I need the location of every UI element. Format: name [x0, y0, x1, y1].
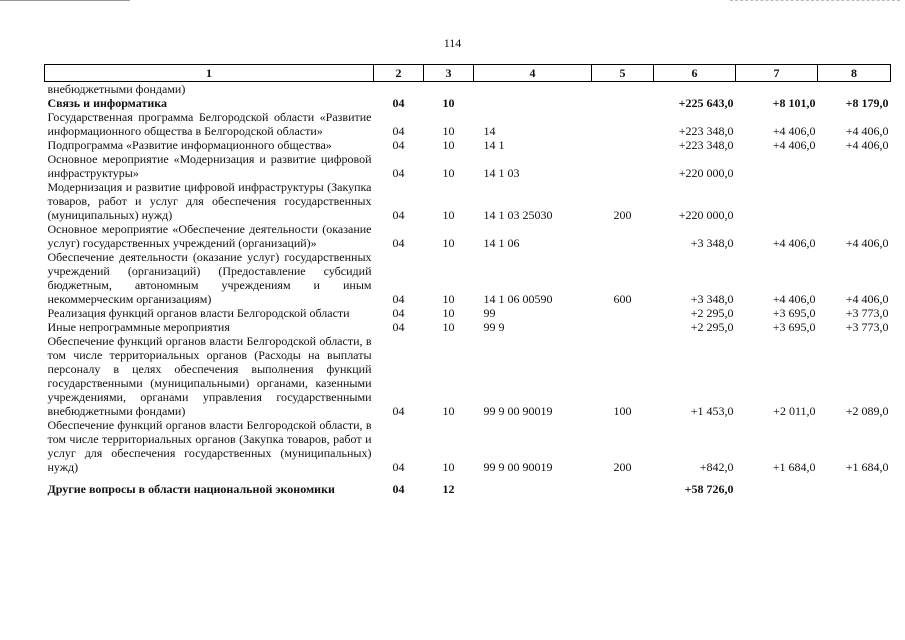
row-section-code: 04: [392, 208, 405, 222]
header-col-1: 1: [45, 65, 374, 82]
row-expense-type: 200: [613, 460, 632, 474]
row-amount-col6: [654, 82, 736, 97]
row-name: Обеспечение деятельности (оказание услуг) государственных учреждений (организаций) (Предоставление субсидий бюджетным, автономным учреждениям и иным некоммерческим организациям): [47, 250, 372, 306]
row-section-code: 04: [392, 482, 405, 496]
row-target-article: [474, 482, 592, 496]
table-row: [45, 96, 891, 110]
row-target-article: [474, 96, 592, 110]
row-section-code: 04: [392, 166, 405, 180]
budget-table: [44, 64, 891, 496]
header-col-2: 2: [374, 65, 424, 82]
row-amount-col6: +1 453,0: [690, 404, 734, 418]
row-name: Модернизация и развитие цифровой инфраструктуры (Закупка товаров, работ и услуг для обеспечения государственных (муниципальных) нужд): [47, 180, 372, 222]
row-amount-col6: +2 295,0: [690, 306, 734, 320]
table-row: [45, 418, 891, 474]
row-expense-type: [592, 152, 654, 180]
row-subsection-code: 10: [442, 208, 455, 222]
row-name: Другие вопросы в области национальной экономики: [47, 482, 335, 496]
row-subsection-code: [424, 82, 474, 97]
row-amount-col7: +4 406,0: [772, 124, 816, 138]
row-target-article: 99 9 00 90019: [483, 460, 553, 474]
header-col-7: 7: [736, 65, 818, 82]
row-section-code: 04: [392, 460, 405, 474]
table-row: [45, 180, 891, 222]
table-row: [45, 110, 891, 138]
row-target-article: 14 1 06: [483, 236, 520, 250]
row-amount-col6: +3 348,0: [690, 236, 734, 250]
row-expense-type: [592, 320, 654, 334]
row-amount-col8: +4 406,0: [845, 292, 889, 306]
row-expense-type: [592, 306, 654, 320]
row-target-article: 14 1 03 25030: [483, 208, 553, 222]
row-amount-col6: +225 643,0: [678, 96, 734, 110]
row-subsection-code: 10: [442, 236, 455, 250]
row-amount-col6: +58 726,0: [684, 482, 734, 496]
top-rule-left: [0, 0, 130, 1]
row-amount-col8: +4 406,0: [845, 138, 889, 152]
row-expense-type: 600: [613, 292, 632, 306]
table-row: [45, 82, 891, 97]
row-amount-col8: +3 773,0: [845, 306, 889, 320]
row-section-code: 04: [392, 306, 405, 320]
page-number: 114: [443, 36, 462, 50]
row-amount-col6: +223 348,0: [678, 138, 734, 152]
row-amount-col7: +8 101,0: [772, 96, 816, 110]
row-section-code: 04: [392, 138, 405, 152]
row-name: Основное мероприятие «Модернизация и развитие цифровой инфраструктуры»: [47, 152, 372, 180]
header-col-8: 8: [818, 65, 891, 82]
row-amount-col7: +4 406,0: [772, 138, 816, 152]
row-target-article: 14: [483, 124, 496, 138]
row-name: Обеспечение функций органов власти Белгородской области, в том числе территориальных органов (Закупка товаров, работ и услуг для обеспечения государственных (муниципальных) нужд): [47, 418, 372, 474]
row-amount-col7: [736, 152, 818, 180]
row-subsection-code: 10: [442, 138, 455, 152]
row-amount-col8: +4 406,0: [845, 236, 889, 250]
header-col-6: 6: [654, 65, 736, 82]
row-expense-type: [592, 482, 654, 496]
row-section-code: 04: [392, 320, 405, 334]
table-row: [45, 306, 891, 320]
row-amount-col6: +842,0: [699, 460, 734, 474]
table-header-row: [45, 65, 891, 82]
row-expense-type: [592, 82, 654, 97]
row-amount-col6: +220 000,0: [678, 166, 734, 180]
row-target-article: 99: [483, 306, 496, 320]
row-amount-col8: +3 773,0: [845, 320, 889, 334]
table-row: [45, 334, 891, 418]
row-expense-type: [592, 138, 654, 152]
row-amount-col8: [818, 180, 891, 222]
row-amount-col7: [736, 82, 818, 97]
row-amount-col8: [818, 82, 891, 97]
header-col-4: 4: [474, 65, 592, 82]
row-subsection-code: 10: [442, 460, 455, 474]
row-amount-col8: +4 406,0: [845, 124, 889, 138]
table-row: [45, 482, 891, 496]
row-name: Подпрограмма «Развитие информационного общества»: [47, 138, 332, 152]
row-expense-type: [592, 96, 654, 110]
row-amount-col8: +1 684,0: [845, 460, 889, 474]
row-expense-type: 100: [613, 404, 632, 418]
row-amount-col7: +3 695,0: [772, 320, 816, 334]
row-section-code: 04: [392, 124, 405, 138]
row-subsection-code: 10: [442, 404, 455, 418]
row-subsection-code: 10: [442, 166, 455, 180]
row-name: Иные непрограммные мероприятия: [47, 320, 230, 334]
row-amount-col8: +2 089,0: [845, 404, 889, 418]
table-body: [45, 82, 891, 497]
row-amount-col7: [736, 180, 818, 222]
row-amount-col7: [736, 482, 818, 496]
row-subsection-code: 10: [442, 96, 455, 110]
row-target-article: 14 1 06 00590: [483, 292, 553, 306]
row-amount-col6: +223 348,0: [678, 124, 734, 138]
row-amount-col6: +3 348,0: [690, 292, 734, 306]
row-name: внебюджетными фондами): [47, 82, 186, 96]
row-expense-type: 200: [613, 208, 632, 222]
row-subsection-code: 10: [442, 292, 455, 306]
table-row: [45, 152, 891, 180]
spacer-row: [45, 474, 891, 482]
row-name: Связь и информатика: [47, 96, 168, 110]
row-amount-col7: +2 011,0: [773, 404, 816, 418]
row-amount-col8: +8 179,0: [845, 96, 889, 110]
row-target-article: 14 1: [483, 138, 505, 152]
row-section-code: [374, 82, 424, 97]
row-subsection-code: 10: [442, 320, 455, 334]
row-name: Государственная программа Белгородской области «Развитие информационного общества в Белгородской области»: [47, 110, 372, 138]
row-name: Обеспечение функций органов власти Белгородской области, в том числе территориальных органов (Расходы на выплаты персоналу в целях обеспечения выполнения функций государственными (муниципальными) органами, казенными учреждениями, органами управления государственными внебюджетными фондами): [47, 334, 372, 418]
row-section-code: 04: [392, 96, 405, 110]
row-target-article: 99 9: [483, 320, 505, 334]
row-amount-col7: +3 695,0: [772, 306, 816, 320]
row-subsection-code: 12: [442, 482, 455, 496]
row-expense-type: [592, 222, 654, 250]
row-section-code: 04: [392, 236, 405, 250]
row-amount-col7: +4 406,0: [772, 236, 816, 250]
row-amount-col7: +4 406,0: [772, 292, 816, 306]
row-target-article: [474, 82, 592, 97]
row-amount-col7: +1 684,0: [772, 460, 816, 474]
row-target-article: 99 9 00 90019: [483, 404, 553, 418]
row-expense-type: [592, 110, 654, 138]
row-amount-col6: +2 295,0: [690, 320, 734, 334]
row-section-code: 04: [392, 292, 405, 306]
row-name: Основное мероприятие «Обеспечение деятельности (оказание услуг) государственных учреждений (организаций)»: [47, 222, 372, 250]
row-amount-col8: [818, 482, 891, 496]
row-amount-col8: [818, 152, 891, 180]
row-section-code: 04: [392, 404, 405, 418]
header-col-3: 3: [424, 65, 474, 82]
row-target-article: 14 1 03: [483, 166, 520, 180]
table-row: [45, 250, 891, 306]
row-subsection-code: 10: [442, 306, 455, 320]
table-row: [45, 222, 891, 250]
row-subsection-code: 10: [442, 124, 455, 138]
top-rule-right: [730, 0, 900, 1]
row-name: Реализация функций органов власти Белгородской области: [47, 306, 350, 320]
table-row: [45, 138, 891, 152]
row-amount-col6: +220 000,0: [678, 208, 734, 222]
table-row: [45, 320, 891, 334]
header-col-5: 5: [592, 65, 654, 82]
